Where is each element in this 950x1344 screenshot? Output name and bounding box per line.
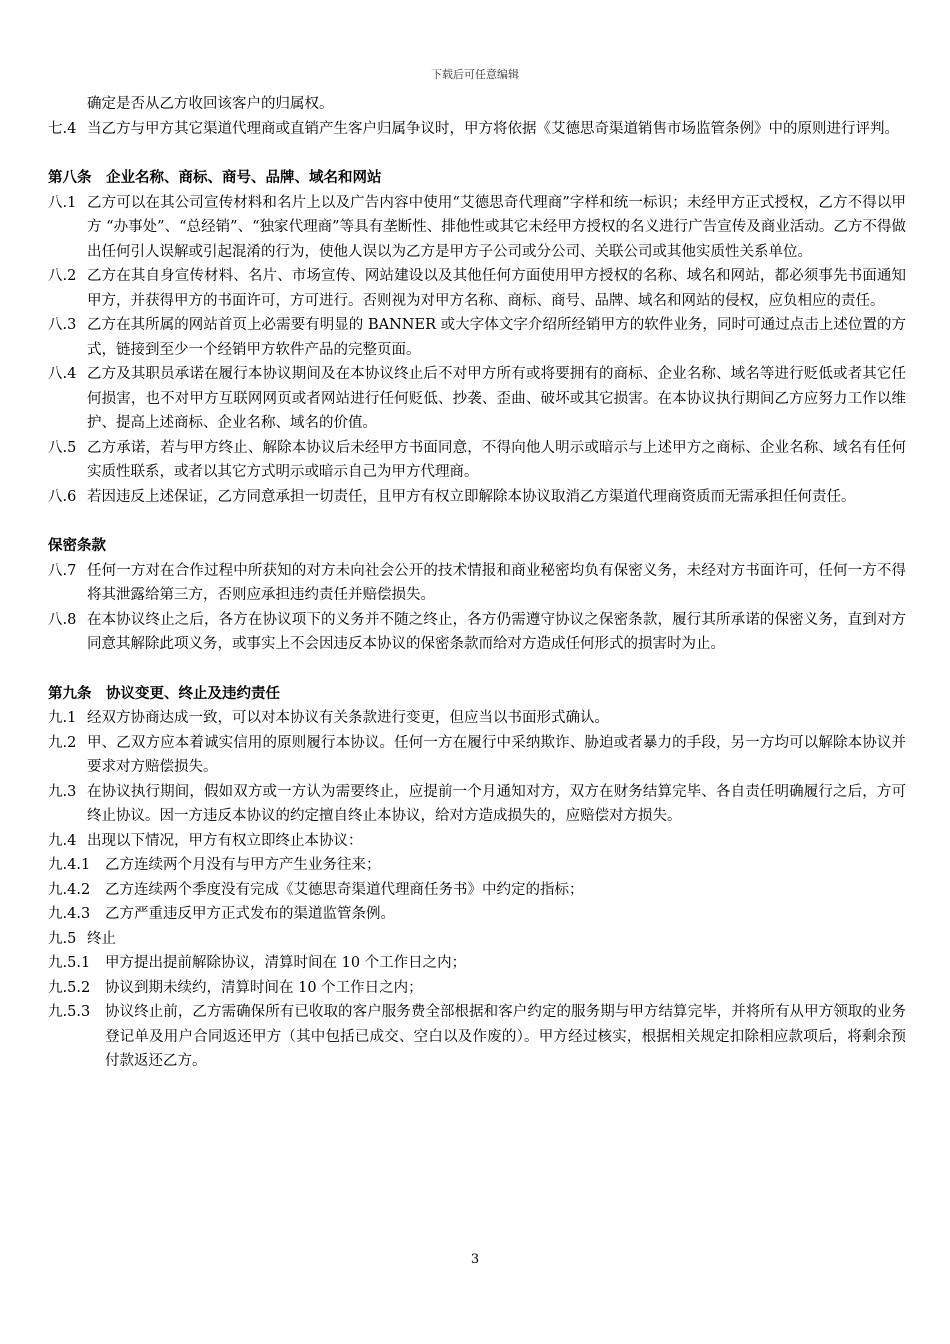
clause-item: [48, 436, 906, 485]
clause-number: 九.5.2: [48, 979, 91, 996]
clause-number: 八.2: [48, 268, 77, 284]
clause-item: [48, 608, 906, 657]
clause-item: [48, 951, 906, 976]
clause-text: 乙方及其职员承诺在履行本协议期间及在本协议终止后不对甲方所有或将要拥有的商标、企业名称、域名等进行贬低或者其它任何损害，也不对甲方互联网网页或者网站进行任何贬低、抄袭、歪曲、破坏或其它损害。在本协议执行期间乙方应努力工作以维护、提高上述商标、企业名称、域名的价值。: [87, 366, 906, 431]
clause-number: 九.2: [48, 734, 77, 751]
clause-text: 协议到期未续约，清算时间在 10 个工作日之内；: [105, 979, 423, 996]
clause-text: 在协议执行期间，假如双方或一方认为需要终止，应提前一个月通知对方，双方在财务结算完毕、各自责任明确履行之后，方可终止协议。因一方违反本协议的约定擅自终止本协议，给对方造成损失的，应赔偿对方损失。: [87, 783, 906, 824]
clause-item: [48, 878, 906, 903]
clause-number: 九.4.2: [48, 881, 91, 898]
clause-text: 乙方在其所属的网站首页上必需要有明显的 BANNER 或大字体文字介绍所经销甲方的软件业务，同时可通过点击上述位置的方式，链接到至少一个经销甲方软件产品的完整页面。: [87, 317, 906, 358]
clause-number: 八.3: [48, 317, 77, 333]
clause-item: [48, 264, 906, 313]
clause-number: 九.5.3: [48, 1004, 91, 1020]
clause-item: [48, 559, 906, 608]
clause-text: 甲方提出提前解除协议，清算时间在 10 个工作日之内；: [105, 955, 467, 971]
clause-number: 九.4.1: [48, 857, 91, 873]
clause-text: 若因违反上述保证，乙方同意承担一切责任，且甲方有权立即解除本协议取消乙方渠道代理商资质而无需承担任何责任。: [87, 488, 856, 505]
clause-text: 终止: [87, 930, 116, 947]
clause-text: 乙方连续两个月没有与甲方产生业务往来；: [105, 857, 381, 873]
clause-number: 九.4: [48, 832, 77, 849]
paragraph-continuation: 确定是否从乙方收回该客户的归属权。: [87, 96, 334, 112]
clause-number: 九.3: [48, 783, 77, 800]
page-header: 下载后可任意编辑: [431, 68, 519, 81]
clause-number: 七.4: [48, 120, 77, 137]
clause-text: 在本协议终止之后，各方在协议项下的义务并不随之终止，各方仍需遵守协议之保密条款，履行其所承诺的保密义务，直到对方同意其解除此项义务，或事实上不会因违反本协议的保密条款而给对方造成任何形式的损害时为止。: [87, 611, 906, 652]
document-body: [48, 92, 906, 1074]
clause-number: 九.1: [48, 710, 77, 726]
clause-text: 乙方连续两个季度没有完成《艾德思奇渠道代理商任务书》中约定的指标；: [105, 881, 584, 898]
section-heading: 第八条 企业名称、商标、商号、品牌、域名和网站: [48, 169, 382, 186]
clause-number: 八.1: [48, 194, 77, 211]
clause-text: 经双方协商达成一致，可以对本协议有关条款进行变更，但应当以书面形式确认。: [87, 710, 609, 726]
clause-text: 出现以下情况，甲方有权立即终止本协议：: [87, 832, 363, 849]
clause-number: 八.4: [48, 366, 77, 382]
section-gap: [48, 509, 906, 534]
clause-item: [48, 829, 906, 854]
clause-number: 八.6: [48, 488, 77, 505]
clause-text: 协议终止前，乙方需确保所有已收取的客户服务费全部根据和客户约定的服务期与甲方结算完毕，并将所有从甲方领取的业务登记单及用户合同返还甲方（其中包括已成交、空白以及作废的）。甲方经过核实，根据相关规定扣除相应款项后，将剩余预付款返还乙方。: [105, 1004, 906, 1069]
clause-item: [48, 706, 906, 731]
clause-item: [48, 313, 906, 362]
clause-text: 乙方可以在其公司宣传材料和名片上以及广告内容中使用“艾德思奇代理商”字样和统一标识；未经甲方正式授权，乙方不得以甲方 “办事处”、“总经销”、“独家代理商”等具有垄断性、排他性或其它未经甲方授权的名义进行广告宣传及商业活动。乙方不得做出任何引人误解或引起混淆的行为，使他人误以为乙方是甲方子公司或分公司、关联公司或其他实质性关系单位。: [87, 194, 906, 260]
clause-item: [48, 362, 906, 436]
clause-item: [48, 1000, 906, 1074]
clause-text: 乙方承诺，若与甲方终止、解除本协议后未经甲方书面同意，不得向他人明示或暗示与上述甲方之商标、企业名称、域名有任何实质性联系，或者以其它方式明示或暗示自己为甲方代理商。: [87, 439, 906, 480]
section-gap: [48, 141, 906, 166]
section-gap: [48, 657, 906, 682]
clause-item: [48, 117, 906, 142]
clause-number: 八.7: [48, 562, 77, 579]
section-heading: 第九条 协议变更、终止及违约责任: [48, 684, 280, 702]
clause-number: 九.5.1: [48, 955, 91, 971]
clause-item: [48, 976, 906, 1001]
clause-item: [48, 485, 906, 510]
clause-text: 当乙方与甲方其它渠道代理商或直销产生客户归属争议时，甲方将依据《艾德思奇渠道销售市场监管条例》中的原则进行评判。: [87, 120, 899, 137]
clause-text: 甲、乙双方应本着诚实信用的原则履行本协议。任何一方在履行中采纳欺诈、胁迫或者暴力的手段，另一方均可以解除本协议并要求对方赔偿损失。: [87, 734, 906, 775]
clause-item: [48, 191, 906, 265]
section-heading: 保密条款: [48, 537, 106, 554]
clause-text: 乙方严重违反甲方正式发布的渠道监管条例。: [105, 906, 395, 922]
clause-item: [48, 780, 906, 829]
page-number: 3: [470, 1252, 480, 1267]
clause-number: 九.5: [48, 930, 77, 947]
clause-item: [48, 731, 906, 780]
clause-number: 八.8: [48, 611, 77, 628]
clause-item: [48, 927, 906, 952]
clause-item: [48, 902, 906, 927]
clause-text: 乙方在其自身宣传材料、名片、市场宣传、网站建设以及其他任何方面使用甲方授权的名称、域名和网站，都必须事先书面通知甲方，并获得甲方的书面许可，方可进行。否则视为对甲方名称、商标、商号、品牌、域名和网站的侵权，应负相应的责任。: [87, 268, 906, 309]
clause-number: 八.5: [48, 439, 77, 456]
clause-number: 九.4.3: [48, 906, 91, 922]
clause-text: 任何一方对在合作过程中所获知的对方未向社会公开的技术情报和商业秘密均负有保密义务，未经对方书面许可，任何一方不得将其泄露给第三方，否则应承担违约责任并赔偿损失。: [87, 562, 906, 603]
clause-item: [48, 853, 906, 878]
